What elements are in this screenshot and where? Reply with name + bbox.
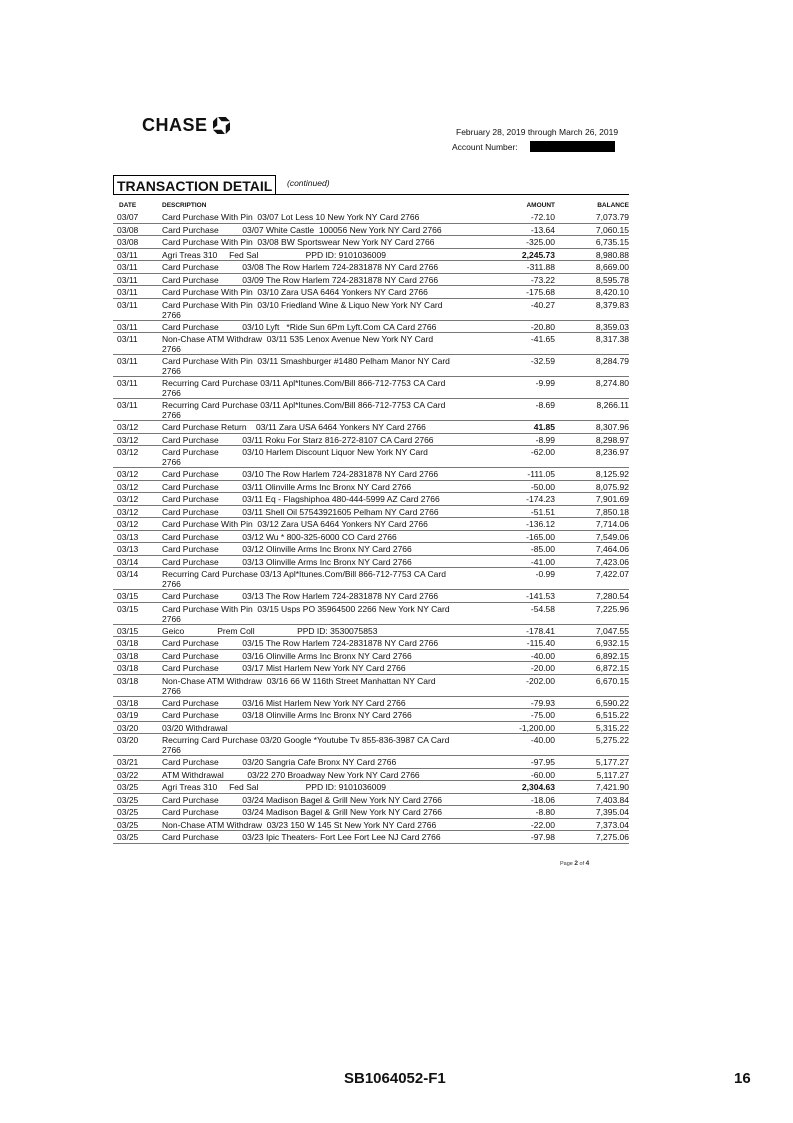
row-date: 03/11 xyxy=(117,356,138,366)
row-description: Card Purchase 03/11 Olinville Arms Inc Bronx NY Card 2766 xyxy=(162,481,412,492)
row-description: Card Purchase With Pin 03/15 Usps PO 35964500 2266 New York NY Card 2766 xyxy=(162,603,450,624)
table-row xyxy=(113,590,629,603)
table-row xyxy=(113,697,629,710)
table-row xyxy=(113,399,629,421)
row-date: 03/12 xyxy=(117,506,139,517)
row-description: Recurring Card Purchase 03/20 Google *Youtube Tv 855-836-3987 CA Card 2766 xyxy=(162,735,450,755)
row-date: 03/25 xyxy=(117,794,139,805)
row-date: 03/15 xyxy=(117,591,139,601)
table-row xyxy=(113,333,629,355)
statement-period: February 28, 2019 through March 26, 2019 xyxy=(456,127,619,137)
row-description: Recurring Card Purchase 03/11 Apl*Itunes.Com/Bill 866-712-7753 CA Card 2766 xyxy=(162,378,446,398)
table-row xyxy=(113,481,629,494)
row-balance: 8,317.38 xyxy=(595,334,629,344)
row-balance: 8,284.79 xyxy=(595,356,629,366)
row-description: Agri Treas 310 Fed Sal PPD ID: 9101036009 xyxy=(162,249,386,260)
chase-logo xyxy=(142,115,230,136)
row-amount: -8.69 xyxy=(535,400,555,410)
row-description: Card Purchase 03/10 The Row Harlem 724-2831878 NY Card 2766 xyxy=(162,469,439,479)
row-balance: 7,047.55 xyxy=(595,625,629,636)
table-row xyxy=(113,831,629,844)
row-description: Card Purchase 03/10 Lyft *Ride Sun 6Pm Lyft.Com CA Card 2766 xyxy=(162,321,437,332)
row-description: Non-Chase ATM Withdraw 03/16 66 W 116th Street Manhattan NY Card 2766 xyxy=(162,675,436,696)
row-description: Card Purchase 03/13 The Row Harlem 724-2831878 NY Card 2766 xyxy=(162,591,439,601)
row-date: 03/11 xyxy=(117,400,138,410)
table-row xyxy=(113,434,629,447)
row-description: Card Purchase With Pin 03/12 Zara USA 6464 Yonkers NY Card 2766 xyxy=(162,519,428,529)
row-description: Card Purchase 03/24 Madison Bagel & Grill New York NY Card 2766 xyxy=(162,807,443,817)
table-row xyxy=(113,650,629,663)
row-description: Card Purchase Return 03/11 Zara USA 6464 Yonkers NY Card 2766 xyxy=(162,422,426,432)
table-row xyxy=(113,769,629,782)
row-balance: 7,403.84 xyxy=(595,794,629,805)
row-description: Card Purchase With Pin 03/11 Smashburger #1480 Pelham Manor NY Card 2766 xyxy=(162,356,450,376)
transaction-table xyxy=(113,200,629,844)
table-row xyxy=(113,637,629,650)
row-balance: 7,225.96 xyxy=(595,603,629,614)
row-amount: -79.93 xyxy=(530,697,555,708)
row-balance: 6,590.22 xyxy=(595,697,629,708)
row-description: Card Purchase 03/17 Mist Harlem New York NY Card 2766 xyxy=(162,663,406,673)
row-balance: 7,395.04 xyxy=(595,807,629,817)
row-date: 03/25 xyxy=(117,807,139,817)
row-balance: 5,315.22 xyxy=(595,722,629,733)
header-rule xyxy=(113,194,629,195)
table-row xyxy=(113,468,629,481)
table-row xyxy=(113,603,629,625)
table-row xyxy=(113,675,629,697)
table-body xyxy=(113,211,629,844)
row-balance: 7,422.07 xyxy=(595,569,629,579)
row-amount: 41.85 xyxy=(533,422,555,432)
row-amount: -40.00 xyxy=(530,735,555,745)
row-description: 03/20 Withdrawal xyxy=(162,722,228,733)
row-date: 03/11 xyxy=(117,262,138,272)
table-row xyxy=(113,794,629,807)
row-balance: 8,359.03 xyxy=(595,321,629,332)
row-amount: -18.06 xyxy=(530,794,555,805)
row-balance: 8,236.97 xyxy=(595,447,629,457)
row-amount: -22.00 xyxy=(530,819,555,830)
row-balance: 7,901.69 xyxy=(595,494,629,504)
page-total: 4 xyxy=(585,860,590,867)
row-balance: 7,423.06 xyxy=(595,556,629,567)
table-row xyxy=(113,806,629,819)
row-amount: -62.00 xyxy=(530,447,555,457)
page-current: 2 xyxy=(574,860,579,867)
row-amount: -40.00 xyxy=(530,650,555,661)
row-date: 03/11 xyxy=(117,274,138,285)
page-indicator xyxy=(560,860,589,867)
row-date: 03/18 xyxy=(117,697,139,708)
row-amount: -13.64 xyxy=(530,224,555,235)
row-date: 03/25 xyxy=(117,819,139,830)
row-description: Card Purchase 03/18 Olinville Arms Inc Bronx NY Card 2766 xyxy=(162,710,412,720)
row-amount: -9.99 xyxy=(535,378,555,388)
row-date: 03/11 xyxy=(117,321,138,332)
row-description: Card Purchase 03/16 Mist Harlem New York NY Card 2766 xyxy=(162,697,406,708)
table-row xyxy=(113,625,629,638)
row-description: Recurring Card Purchase 03/11 Apl*Itunes.Com/Bill 866-712-7753 CA Card 2766 xyxy=(162,400,446,420)
row-description: Card Purchase 03/13 Olinville Arms Inc Bronx NY Card 2766 xyxy=(162,556,412,567)
row-amount: -175.68 xyxy=(526,287,555,297)
row-balance: 8,595.78 xyxy=(595,274,629,285)
row-description: Card Purchase With Pin 03/10 Zara USA 6464 Yonkers NY Card 2766 xyxy=(162,287,428,297)
row-description: Card Purchase 03/12 Olinville Arms Inc Bronx NY Card 2766 xyxy=(162,544,412,554)
row-date: 03/14 xyxy=(117,556,139,567)
row-description: Non-Chase ATM Withdraw 03/11 535 Lenox Avenue New York NY Card 2766 xyxy=(162,334,434,354)
row-amount: -174.23 xyxy=(526,494,555,504)
table-row xyxy=(113,261,629,274)
col-description: DESCRIPTION xyxy=(162,202,207,209)
row-date: 03/12 xyxy=(117,434,139,445)
row-date: 03/11 xyxy=(117,334,138,344)
table-row xyxy=(113,568,629,590)
table-row xyxy=(113,556,629,569)
document-id: SB1064052-F1 xyxy=(344,1070,446,1087)
row-date: 03/13 xyxy=(117,531,139,542)
table-row xyxy=(113,299,629,321)
table-row xyxy=(113,734,629,756)
table-row xyxy=(113,493,629,506)
row-date: 03/12 xyxy=(117,447,139,457)
row-description: Card Purchase 03/16 Olinville Arms Inc Bronx NY Card 2766 xyxy=(162,650,412,661)
col-amount: AMOUNT xyxy=(526,202,555,209)
row-amount: -115.40 xyxy=(526,638,555,648)
row-balance: 7,464.06 xyxy=(595,544,629,554)
table-row xyxy=(113,709,629,722)
row-date: 03/13 xyxy=(117,544,139,554)
row-amount: -32.59 xyxy=(530,356,555,366)
row-amount: -111.05 xyxy=(527,469,555,479)
account-number-row xyxy=(452,141,615,152)
row-description: Card Purchase 03/20 Sangria Cafe Bronx NY Card 2766 xyxy=(162,757,397,767)
col-balance: BALANCE xyxy=(597,202,629,209)
row-amount: -8.99 xyxy=(535,434,555,445)
row-amount: 2,304.63 xyxy=(521,782,555,792)
row-amount: -178.41 xyxy=(526,625,555,636)
row-balance: 6,932.15 xyxy=(595,638,629,648)
row-date: 03/19 xyxy=(117,710,139,720)
row-description: Card Purchase 03/10 Harlem Discount Liquor New York NY Card 2766 xyxy=(162,447,428,467)
row-description: Recurring Card Purchase 03/13 Apl*Itunes.Com/Bill 866-712-7753 CA Card 2766 xyxy=(162,569,446,589)
row-balance: 6,735.15 xyxy=(595,237,629,247)
row-balance: 8,266.11 xyxy=(596,400,629,410)
row-amount: -136.12 xyxy=(526,519,555,529)
row-balance: 5,177.27 xyxy=(595,757,629,767)
row-amount: -8.80 xyxy=(535,807,555,817)
row-date: 03/15 xyxy=(117,603,139,614)
logo-text: CHASE xyxy=(142,115,208,135)
row-amount: -85.00 xyxy=(530,544,555,554)
row-date: 03/14 xyxy=(117,569,139,579)
row-description: Card Purchase 03/07 White Castle 100056 New York NY Card 2766 xyxy=(162,224,442,235)
row-date: 03/21 xyxy=(117,757,139,767)
row-balance: 8,307.96 xyxy=(595,422,629,432)
row-balance: 8,420.10 xyxy=(595,287,629,297)
row-balance: 8,075.92 xyxy=(595,481,629,492)
row-amount: -20.00 xyxy=(530,663,555,673)
row-date: 03/07 xyxy=(117,212,139,222)
row-amount: -97.98 xyxy=(530,832,555,842)
row-date: 03/20 xyxy=(117,722,139,733)
row-date: 03/11 xyxy=(117,299,138,310)
row-date: 03/11 xyxy=(117,249,138,260)
row-amount: -0.99 xyxy=(535,569,555,579)
row-balance: 7,073.79 xyxy=(595,212,629,222)
row-balance: 5,275.22 xyxy=(595,735,629,745)
row-description: Card Purchase 03/11 Shell Oil 57543921605 Pelham NY Card 2766 xyxy=(162,506,439,517)
table-row xyxy=(113,421,629,434)
row-description: Card Purchase 03/11 Roku For Starz 816-272-8107 CA Card 2766 xyxy=(162,434,434,445)
row-description: Card Purchase 03/12 Wu * 800-325-6000 CO Card 2766 xyxy=(162,531,397,542)
row-date: 03/20 xyxy=(117,735,139,745)
row-date: 03/25 xyxy=(117,782,139,792)
row-description: Card Purchase With Pin 03/10 Friedland Wine & Liquo New York NY Card 2766 xyxy=(162,299,443,320)
row-date: 03/22 xyxy=(117,769,139,780)
row-balance: 8,669.00 xyxy=(595,262,629,272)
table-row xyxy=(113,286,629,299)
row-date: 03/12 xyxy=(117,422,139,432)
table-header xyxy=(113,200,629,211)
row-amount: -40.27 xyxy=(530,299,555,310)
row-amount: -20.80 xyxy=(530,321,555,332)
row-description: Geico Prem Coll PPD ID: 3530075853 xyxy=(162,625,378,636)
row-balance: 7,275.06 xyxy=(595,832,629,842)
row-description: Card Purchase 03/23 Ipic Theaters- Fort Lee Fort Lee NJ Card 2766 xyxy=(162,832,441,842)
row-amount: -75.00 xyxy=(530,710,555,720)
row-amount: -311.88 xyxy=(526,262,555,272)
row-description: ATM Withdrawal 03/22 270 Broadway New York NY Card 2766 xyxy=(162,769,420,780)
transaction-detail-header xyxy=(113,175,629,195)
row-balance: 8,379.83 xyxy=(595,299,629,310)
row-balance: 8,980.88 xyxy=(595,249,629,260)
row-date: 03/12 xyxy=(117,494,139,504)
row-balance: 8,298.97 xyxy=(595,434,629,445)
table-row xyxy=(113,722,629,735)
row-date: 03/18 xyxy=(117,663,139,673)
row-amount: -51.51 xyxy=(530,506,555,517)
table-row xyxy=(113,224,629,237)
row-balance: 7,549.06 xyxy=(595,531,629,542)
row-date: 03/11 xyxy=(117,287,138,297)
row-date: 03/11 xyxy=(117,378,138,388)
row-balance: 7,373.04 xyxy=(595,819,629,830)
continued-label: (continued) xyxy=(287,178,330,188)
section-title: TRANSACTION DETAIL xyxy=(113,175,276,194)
row-description: Card Purchase 03/11 Eq - Flagshiphoa 480-444-5999 AZ Card 2766 xyxy=(162,494,440,504)
table-row xyxy=(113,819,629,832)
table-row xyxy=(113,377,629,399)
table-row xyxy=(113,274,629,287)
table-row xyxy=(113,756,629,769)
table-row xyxy=(113,781,629,794)
row-description: Card Purchase With Pin 03/07 Lot Less 10 New York NY Card 2766 xyxy=(162,212,420,222)
table-row xyxy=(113,506,629,519)
row-description: Card Purchase With Pin 03/08 BW Sportswear New York NY Card 2766 xyxy=(162,237,435,247)
row-date: 03/18 xyxy=(117,638,139,648)
row-amount: -97.95 xyxy=(530,757,555,767)
row-date: 03/12 xyxy=(117,469,139,479)
chase-octagon-icon xyxy=(213,117,230,134)
table-row xyxy=(113,236,629,249)
row-amount: -73.22 xyxy=(530,274,555,285)
row-amount: -41.65 xyxy=(530,334,555,344)
account-number-redaction xyxy=(530,141,615,152)
row-balance: 8,125.92 xyxy=(595,469,629,479)
row-date: 03/12 xyxy=(117,519,139,529)
row-balance: 7,280.54 xyxy=(595,591,629,601)
table-row xyxy=(113,211,629,224)
row-date: 03/08 xyxy=(117,237,139,247)
col-date: DATE xyxy=(119,202,137,209)
table-row xyxy=(113,446,629,468)
row-amount: -1,200.00 xyxy=(519,722,555,733)
row-date: 03/15 xyxy=(117,625,139,636)
row-amount: -202.00 xyxy=(526,675,555,686)
row-date: 03/12 xyxy=(117,481,139,492)
row-date: 03/18 xyxy=(117,675,139,686)
row-balance: 7,060.15 xyxy=(595,224,629,235)
row-date: 03/18 xyxy=(117,650,139,661)
table-row xyxy=(113,249,629,262)
row-amount: -41.00 xyxy=(530,556,555,567)
row-balance: 6,515.22 xyxy=(595,710,629,720)
row-date: 03/25 xyxy=(117,832,139,842)
row-balance: 8,274.80 xyxy=(595,378,629,388)
row-balance: 5,117.27 xyxy=(596,769,629,780)
table-row xyxy=(113,531,629,544)
row-amount: -60.00 xyxy=(530,769,555,780)
row-description: Card Purchase 03/24 Madison Bagel & Grill New York NY Card 2766 xyxy=(162,794,443,805)
footer-page-number: 16 xyxy=(734,1070,751,1087)
row-balance: 7,714.06 xyxy=(595,519,629,529)
account-number-label: Account Number: xyxy=(452,141,518,152)
row-description: Card Purchase 03/15 The Row Harlem 724-2831878 NY Card 2766 xyxy=(162,638,439,648)
row-balance: 6,892.15 xyxy=(595,650,629,661)
row-amount: -141.53 xyxy=(526,591,555,601)
row-amount: -325.00 xyxy=(526,237,555,247)
row-balance: 7,850.18 xyxy=(595,506,629,517)
row-description: Non-Chase ATM Withdraw 03/23 150 W 145 St New York NY Card 2766 xyxy=(162,819,437,830)
row-description: Agri Treas 310 Fed Sal PPD ID: 9101036009 xyxy=(162,782,386,792)
row-date: 03/08 xyxy=(117,224,139,235)
page-prefix: Page xyxy=(560,861,573,867)
row-balance: 6,670.15 xyxy=(595,675,629,686)
table-row xyxy=(113,355,629,377)
row-amount: -165.00 xyxy=(526,531,555,542)
table-row xyxy=(113,662,629,675)
row-amount: 2,245.73 xyxy=(521,249,555,260)
table-row xyxy=(113,518,629,531)
table-row xyxy=(113,543,629,556)
row-amount: -72.10 xyxy=(530,212,555,222)
row-amount: -50.00 xyxy=(530,481,555,492)
row-balance: 7,421.90 xyxy=(595,782,629,792)
row-description: Card Purchase 03/09 The Row Harlem 724-2831878 NY Card 2766 xyxy=(162,274,439,285)
row-description: Card Purchase 03/08 The Row Harlem 724-2831878 NY Card 2766 xyxy=(162,262,439,272)
table-row xyxy=(113,321,629,334)
page-of: of xyxy=(579,861,585,867)
row-amount: -54.58 xyxy=(530,603,555,614)
row-balance: 6,872.15 xyxy=(595,663,629,673)
